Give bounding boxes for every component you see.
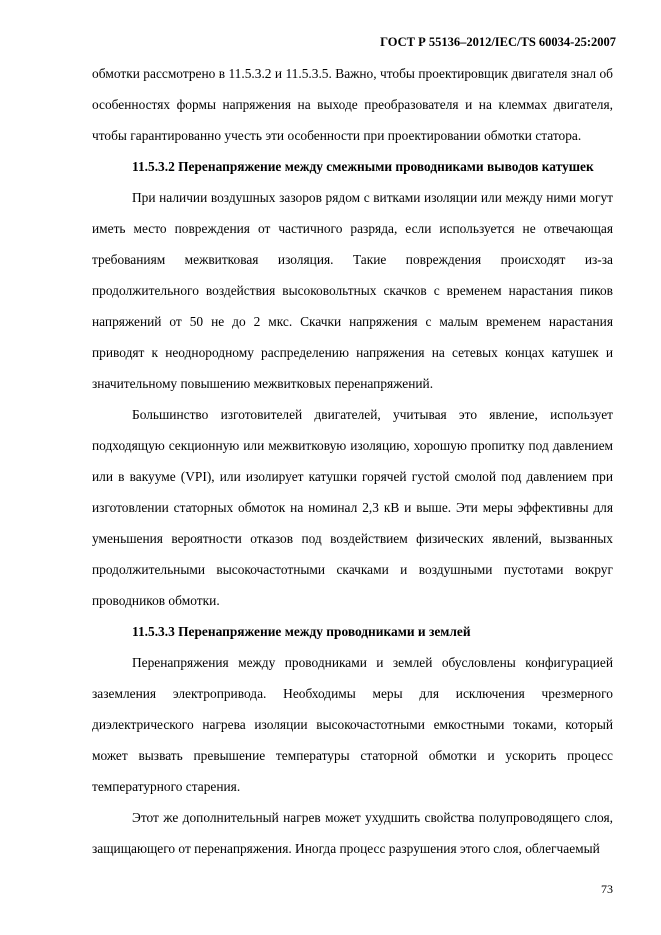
page-number: 73 bbox=[601, 882, 613, 896]
paragraph-continuation: обмотки рассмотрено в 11.5.3.2 и 11.5.3.5. Важно, чтобы проектировщик двигателя знал об особенностях формы напряжения на выходе преобразователя и на клеммах двигателя, чтобы гарантированно учесть эти особенности при проектировании обмотки статора. bbox=[92, 66, 613, 143]
document-body bbox=[92, 58, 613, 864]
paragraph-heating: Этот же дополнительный нагрев может ухудшить свойства полупроводящего слоя, защищающего от перенапряжения. Иногда процесс разрушения этого слоя, облегчаемый bbox=[92, 810, 613, 856]
section-heading-11-5-3-2: 11.5.3.2 Перенапряжение между смежными проводниками выводов катушек bbox=[132, 159, 594, 174]
paragraph-partial-discharge: При наличии воздушных зазоров рядом с витками изоляции или между ними могут иметь место повреждения от частичного разряда, если используется не отвечающая требованиям межвитковая изоляция. Такие повреждения происходят из-за продолжительного воздействия высоковольтных скачков с временем нарастания пиков напряжений от 50 не до 2 мкс. Скачки напряжения с малым временем нарастания приводят к неоднородному распределению напряжения на сетевых концах катушек и значительному повышению межвитковых перенапряжений. bbox=[92, 190, 613, 391]
standard-header: ГОСТ Р 55136–2012/IEC/TS 60034-25:2007 bbox=[380, 35, 616, 49]
paragraph-manufacturers: Большинство изготовителей двигателей, учитывая это явление, использует подходящую секционную или межвитковую изоляцию, хорошую пропитку под давлением или в вакууме (VPI), или изолирует катушки горячей густой смолой под давлением при изготовлении статорных обмоток на номинал 2,3 кВ и выше. Эти меры эффективны для уменьшения вероятности отказов под воздействием физических явлений, вызванных продолжительными высокочастотными скачками и воздушными пустотами вокруг проводников обмотки. bbox=[92, 407, 613, 608]
paragraph-grounding: Перенапряжения между проводниками и землей обусловлены конфигурацией заземления электропривода. Необходимы меры для исключения чрезмерного диэлектрического нагрева изоляции высокочастотными емкостными токами, который может вызвать превышение температуры статорной обмотки и ускорить процесс температурного старения. bbox=[92, 655, 613, 794]
section-heading-11-5-3-3: 11.5.3.3 Перенапряжение между проводниками и землей bbox=[132, 624, 471, 639]
